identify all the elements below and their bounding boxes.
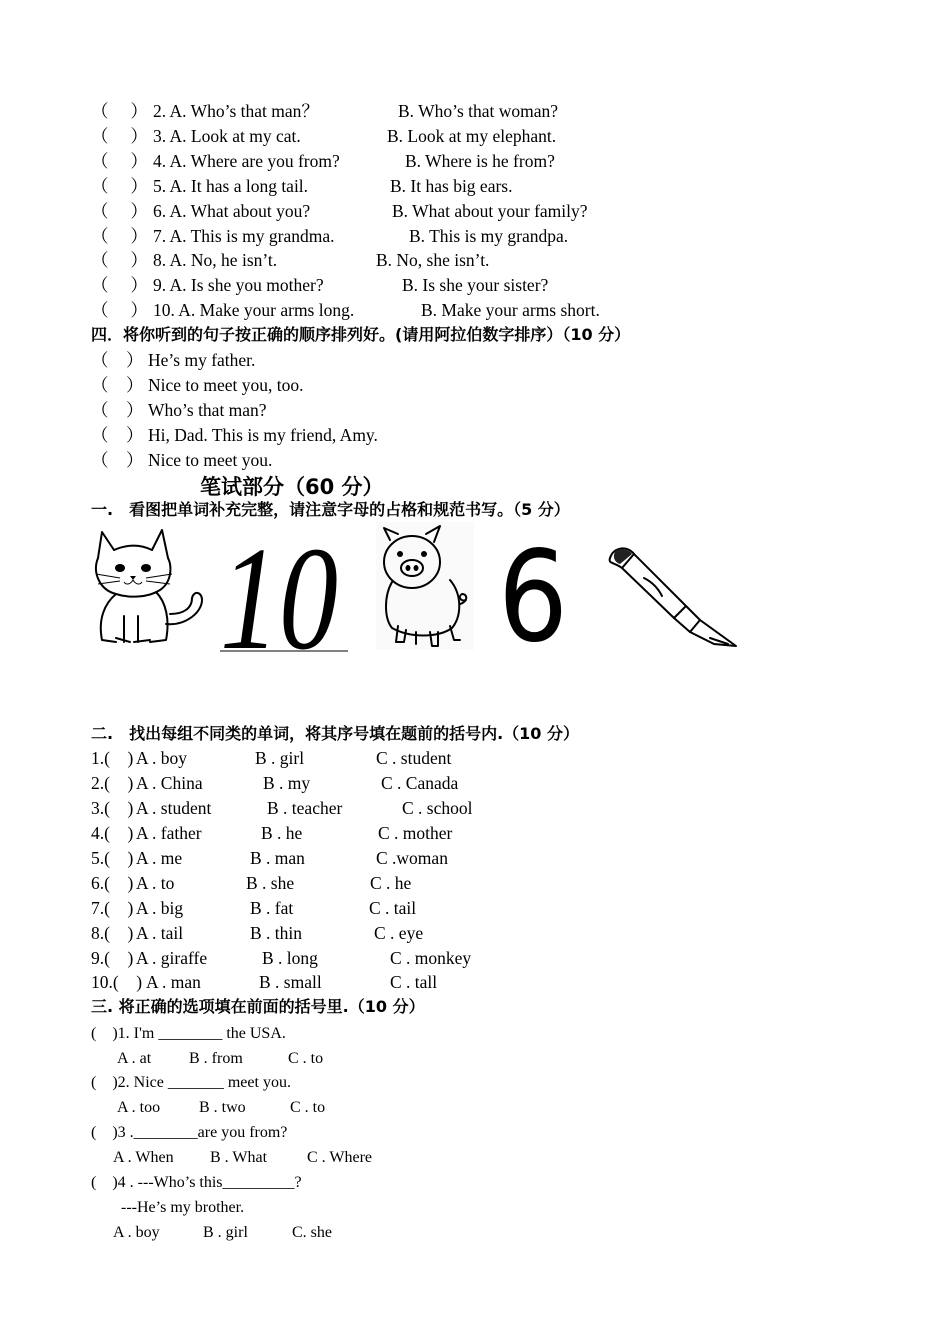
- option-b: B. Look at my elephant.: [387, 126, 557, 146]
- listening-item: [0, 298, 950, 323]
- written-section-3-heading: 三. 将正确的选项填在前面的括号里.（10 分）: [91, 997, 425, 1016]
- option-a: A . too: [117, 1099, 161, 1116]
- option-c: C . school: [402, 798, 473, 818]
- option-a: 7. A. This is my grandma.: [153, 226, 335, 246]
- option-b: B . she: [246, 873, 295, 893]
- answer-bracket[interactable]: （ ）: [91, 275, 148, 295]
- number-six-picture: [498, 523, 570, 670]
- number-six-text: 6: [498, 523, 568, 670]
- option-a: A . man: [146, 972, 201, 992]
- odd-one-out-item: [0, 796, 950, 821]
- odd-one-out-item: [0, 746, 950, 771]
- option-c: C . mother: [378, 823, 453, 843]
- pen-picture: [604, 544, 742, 652]
- option-a: 3. A. Look at my cat.: [153, 126, 301, 146]
- sentence: Who’s that man?: [148, 400, 267, 420]
- option-b: B . man: [250, 848, 305, 868]
- option-b: B . teacher: [267, 798, 343, 818]
- option-b: B . two: [199, 1099, 246, 1116]
- option-b: B . from: [189, 1050, 243, 1067]
- option-c: C . eye: [374, 923, 424, 943]
- section-4-heading: 四．将你听到的句子按正确的顺序排列好。(请用阿拉伯数字排序）（10 分）: [91, 325, 631, 344]
- sentence: Nice to meet you, too.: [148, 375, 304, 395]
- answer-bracket[interactable]: 8.( ): [91, 923, 134, 943]
- option-a: 2. A. Who’s that man？: [153, 101, 319, 121]
- option-a: A . boy: [113, 1224, 160, 1241]
- option-a: 10. A. Make your arms long.: [153, 300, 355, 320]
- question-text: ( )2. Nice _______ meet you.: [91, 1074, 291, 1091]
- answer-bracket[interactable]: （ ）: [91, 425, 144, 445]
- odd-one-out-item: [0, 871, 950, 896]
- sentence: Hi, Dad. This is my friend, Amy.: [148, 425, 378, 445]
- option-a: A . father: [136, 823, 202, 843]
- number-ten-text: 10: [220, 517, 338, 681]
- option-b: B. This is my grandpa.: [409, 226, 569, 246]
- answer-bracket[interactable]: （ ）: [91, 226, 148, 246]
- listening-item: [0, 199, 950, 224]
- option-b: B . girl: [203, 1224, 248, 1241]
- option-b: B. Who’s that woman?: [398, 101, 559, 121]
- option-a: A . student: [136, 798, 212, 818]
- answer-bracket[interactable]: （ ）: [91, 126, 148, 146]
- ordering-item: [0, 448, 950, 473]
- answer-bracket[interactable]: （ ）: [91, 375, 144, 395]
- mc-question: [0, 1021, 950, 1046]
- option-c: C . student: [376, 748, 452, 768]
- odd-one-out-item: [0, 821, 950, 846]
- written-section-2-heading: 二. 找出每组不同类的单词，将其序号填在题前的括号内.（10 分）: [91, 724, 579, 743]
- listening-item: [0, 149, 950, 174]
- option-b: B . fat: [250, 898, 294, 918]
- option-a: 4. A. Where are you from?: [153, 151, 340, 171]
- option-b: B . small: [259, 972, 322, 992]
- cat-picture: [90, 528, 208, 648]
- odd-one-out-item: [0, 970, 950, 995]
- option-c: C . Canada: [381, 773, 459, 793]
- option-c: C. she: [292, 1224, 332, 1241]
- option-a: A . boy: [136, 748, 188, 768]
- listening-item: [0, 273, 950, 298]
- ordering-item: [0, 398, 950, 423]
- mc-question-response: [0, 1195, 950, 1220]
- option-a: A . giraffe: [136, 948, 208, 968]
- mc-question: [0, 1120, 950, 1145]
- mc-options: [0, 1095, 950, 1120]
- odd-one-out-item: [0, 846, 950, 871]
- number-ten-picture: [220, 517, 350, 681]
- ordering-item: [0, 373, 950, 398]
- mc-options: [0, 1145, 950, 1170]
- written-section-1-heading: 一. 看图把单词补充完整，请注意字母的占格和规范书写。（5 分）: [91, 500, 570, 519]
- mc-question: [0, 1070, 950, 1095]
- answer-bracket[interactable]: 4.( ): [91, 823, 134, 843]
- option-c: C . to: [288, 1050, 324, 1067]
- question-text: ( )3 .________are you from?: [91, 1124, 288, 1141]
- answer-bracket[interactable]: （ ）: [91, 176, 148, 196]
- answer-bracket[interactable]: （ ）: [91, 151, 148, 171]
- sentence: He’s my father.: [148, 350, 256, 370]
- option-b: B . thin: [250, 923, 303, 943]
- option-b: B . he: [261, 823, 303, 843]
- question-text: ( )4 . ---Who’s this_________?: [91, 1174, 302, 1191]
- option-b: B. It has big ears.: [390, 176, 513, 196]
- answer-bracket[interactable]: （ ）: [91, 450, 144, 470]
- option-a: 8. A. No, he isn’t.: [153, 250, 278, 270]
- answer-bracket[interactable]: （ ）: [91, 250, 148, 270]
- mc-question: [0, 1170, 950, 1195]
- answer-bracket[interactable]: （ ）: [91, 300, 148, 320]
- answer-bracket[interactable]: 7.( ): [91, 898, 134, 918]
- mc-options: [0, 1220, 950, 1245]
- option-c: C .woman: [376, 848, 448, 868]
- odd-one-out-item: [0, 771, 950, 796]
- option-a: A . me: [136, 848, 183, 868]
- pig-picture: [376, 522, 474, 650]
- question-text: ( )1. I'm ________ the USA.: [91, 1025, 286, 1042]
- sentence: Nice to meet you.: [148, 450, 273, 470]
- mc-options: [0, 1046, 950, 1071]
- ordering-item: [0, 423, 950, 448]
- answer-bracket[interactable]: （ ）: [91, 400, 144, 420]
- answer-bracket[interactable]: （ ）: [91, 201, 148, 221]
- option-a: 9. A. Is she you mother?: [153, 275, 324, 295]
- option-b: B. Make your arms short.: [421, 300, 600, 320]
- answer-bracket[interactable]: 1.( ): [91, 748, 134, 768]
- option-a: A . to: [136, 873, 175, 893]
- odd-one-out-item: [0, 921, 950, 946]
- response-text: ---He’s my brother.: [121, 1199, 245, 1216]
- answer-bracket[interactable]: （ ）: [91, 101, 148, 121]
- option-c: C . tall: [390, 972, 438, 992]
- option-b: B. No, she isn’t.: [376, 250, 490, 270]
- option-c: C . monkey: [390, 948, 472, 968]
- option-a: A . When: [113, 1149, 174, 1166]
- option-b: B . long: [262, 948, 318, 968]
- option-b: B. Where is he from?: [405, 151, 555, 171]
- odd-one-out-item: [0, 896, 950, 921]
- listening-item: [0, 99, 950, 124]
- odd-one-out-item: [0, 946, 950, 971]
- option-a: 6. A. What about you?: [153, 201, 311, 221]
- option-b: B. Is she your sister?: [402, 275, 549, 295]
- option-a: A . China: [136, 773, 203, 793]
- option-b: B . my: [263, 773, 311, 793]
- written-part-title: 笔试部分（60 分）: [200, 475, 384, 499]
- answer-bracket[interactable]: （ ）: [91, 350, 144, 370]
- option-a: A . at: [117, 1050, 152, 1067]
- answer-bracket[interactable]: 3.( ): [91, 798, 134, 818]
- option-b: B . girl: [255, 748, 305, 768]
- ordering-item: [0, 348, 950, 373]
- listening-item: [0, 224, 950, 249]
- option-c: C . tail: [369, 898, 417, 918]
- option-a: A . big: [136, 898, 184, 918]
- listening-item: [0, 124, 950, 149]
- listening-item: [0, 248, 950, 273]
- listening-item: [0, 174, 950, 199]
- answer-bracket[interactable]: 6.( ): [91, 873, 134, 893]
- option-a: A . tail: [136, 923, 184, 943]
- option-a: 5. A. It has a long tail.: [153, 176, 309, 196]
- option-c: C . Where: [307, 1149, 373, 1166]
- option-c: C . he: [370, 873, 412, 893]
- answer-bracket[interactable]: 9.( ): [91, 948, 134, 968]
- option-b: B . What: [210, 1149, 268, 1166]
- answer-bracket[interactable]: 2.( ): [91, 773, 134, 793]
- answer-bracket[interactable]: 5.( ): [91, 848, 134, 868]
- option-c: C . to: [290, 1099, 326, 1116]
- answer-bracket[interactable]: 10.( ): [91, 972, 143, 992]
- option-b: B. What about your family?: [392, 201, 588, 221]
